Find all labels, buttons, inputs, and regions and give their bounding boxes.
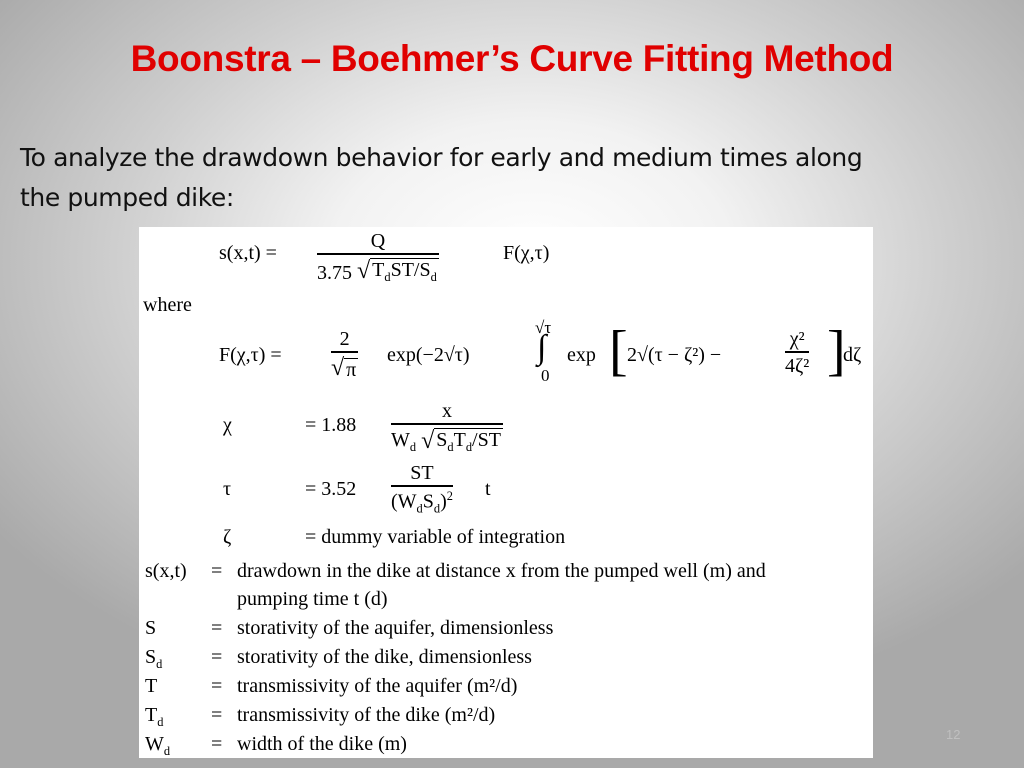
tau-fraction-line	[391, 485, 453, 487]
left-bracket-icon: [	[609, 320, 628, 382]
integral-icon: ∫	[537, 329, 547, 366]
sqrt-icon: √	[357, 258, 371, 285]
zeta-symbol: ζ	[223, 526, 232, 548]
chi-numerator: x	[441, 400, 452, 422]
definition-row	[145, 589, 871, 611]
sqrt-icon: √	[331, 355, 345, 381]
definition-equals: =	[211, 733, 223, 755]
eq1-fraction	[317, 231, 439, 283]
intro-line-2: the pumped dike:	[20, 183, 234, 212]
definition-row	[145, 647, 871, 669]
definition-symbol: s(x,t)	[145, 560, 187, 582]
definition-text: transmissivity of the dike (m²/d)	[237, 704, 496, 726]
eq2-fraction-line	[331, 351, 358, 353]
definitions-list	[145, 561, 871, 757]
tau-t: t	[485, 478, 491, 500]
eq2-exp1: exp(−2√τ)	[387, 344, 470, 366]
chi-den-radicand: $S_dT_d/ST$	[436, 429, 501, 454]
definition-text: width of the dike (m)	[237, 733, 407, 755]
eq2-exp2: exp	[567, 344, 596, 366]
eq2-fraction2	[785, 329, 809, 376]
eq1-numerator: Q	[370, 230, 386, 252]
zeta-definition: = dummy variable of integration	[305, 526, 566, 548]
chi-denominator: $W_d$ √ $S_dT_d/ST$	[391, 428, 501, 455]
intro-line-1: To analyze the drawdown behavior for early and medium times along	[20, 143, 863, 172]
definition-row	[145, 705, 871, 727]
tau-fraction	[391, 463, 453, 515]
eq2-frac-denominator: π	[346, 359, 357, 381]
eq2-frac2-numerator: χ²	[789, 328, 805, 350]
definition-symbol: T	[145, 675, 158, 697]
definition-row	[145, 676, 871, 698]
intro-text	[20, 138, 1010, 218]
definition-symbol: $T_d$	[145, 704, 164, 729]
sqrt-icon: √	[421, 428, 435, 455]
definition-text: pumping time t (d)	[237, 588, 388, 610]
eq1-den-coef: 3.75	[317, 262, 352, 285]
eq2-inner: 2√(τ − ζ²) −	[627, 344, 722, 366]
eq2-integral-upper: √τ	[535, 318, 552, 337]
definition-symbol: $S_d$	[145, 646, 163, 671]
definition-text: storativity of the aquifer, dimensionless	[237, 617, 554, 639]
definition-symbol: S	[145, 617, 157, 639]
definition-text: drawdown in the dike at distance x from the pumped well (m) and	[237, 560, 766, 582]
where-label: where	[143, 294, 192, 316]
eq1-lhs: s(x,t) =	[219, 242, 277, 264]
definition-equals: =	[211, 617, 223, 639]
right-bracket-icon: ]	[827, 320, 846, 382]
eq1-rhs: F(χ,τ)	[503, 242, 550, 264]
equation-image	[139, 227, 873, 758]
tau-denominator: $(W_dS_d)^2$	[391, 489, 453, 516]
eq2-fraction	[331, 329, 358, 380]
definition-row	[145, 561, 871, 583]
tau-symbol: τ	[223, 478, 232, 500]
tau-equals: = 3.52	[305, 478, 357, 500]
eq2-frac2-denominator: 4ζ²	[785, 355, 810, 377]
definition-equals: =	[211, 675, 223, 697]
page-number: 12	[946, 727, 961, 742]
eq2-fraction2-line	[785, 351, 809, 353]
slide-title: Boonstra – Boehmer’s Curve Fitting Method	[130, 38, 894, 79]
eq2-lhs: F(χ,τ) =	[219, 344, 282, 366]
eq2-dz: dζ	[843, 344, 862, 366]
definition-row	[145, 734, 871, 756]
chi-fraction	[391, 401, 503, 453]
definition-equals: =	[211, 704, 223, 726]
eq1-denominator	[317, 258, 439, 283]
chi-symbol: χ	[223, 414, 232, 436]
tau-numerator: ST	[410, 462, 434, 484]
eq2-frac-numerator: 2	[339, 328, 350, 350]
eq1-fraction-line	[317, 253, 439, 255]
definition-text: storativity of the dike, dimensionless	[237, 646, 532, 668]
definition-symbol: $W_d$	[145, 733, 171, 758]
chi-equals: = 1.88	[305, 414, 357, 436]
definition-equals: =	[211, 646, 223, 668]
chi-fraction-line	[391, 423, 503, 425]
eq2-integral-lower: 0	[541, 366, 550, 385]
definition-text: transmissivity of the aquifer (m²/d)	[237, 675, 518, 697]
definition-equals: =	[211, 560, 223, 582]
eq1-den-radicand: $T_dST/S_d$	[372, 259, 437, 284]
definition-row	[145, 618, 871, 640]
